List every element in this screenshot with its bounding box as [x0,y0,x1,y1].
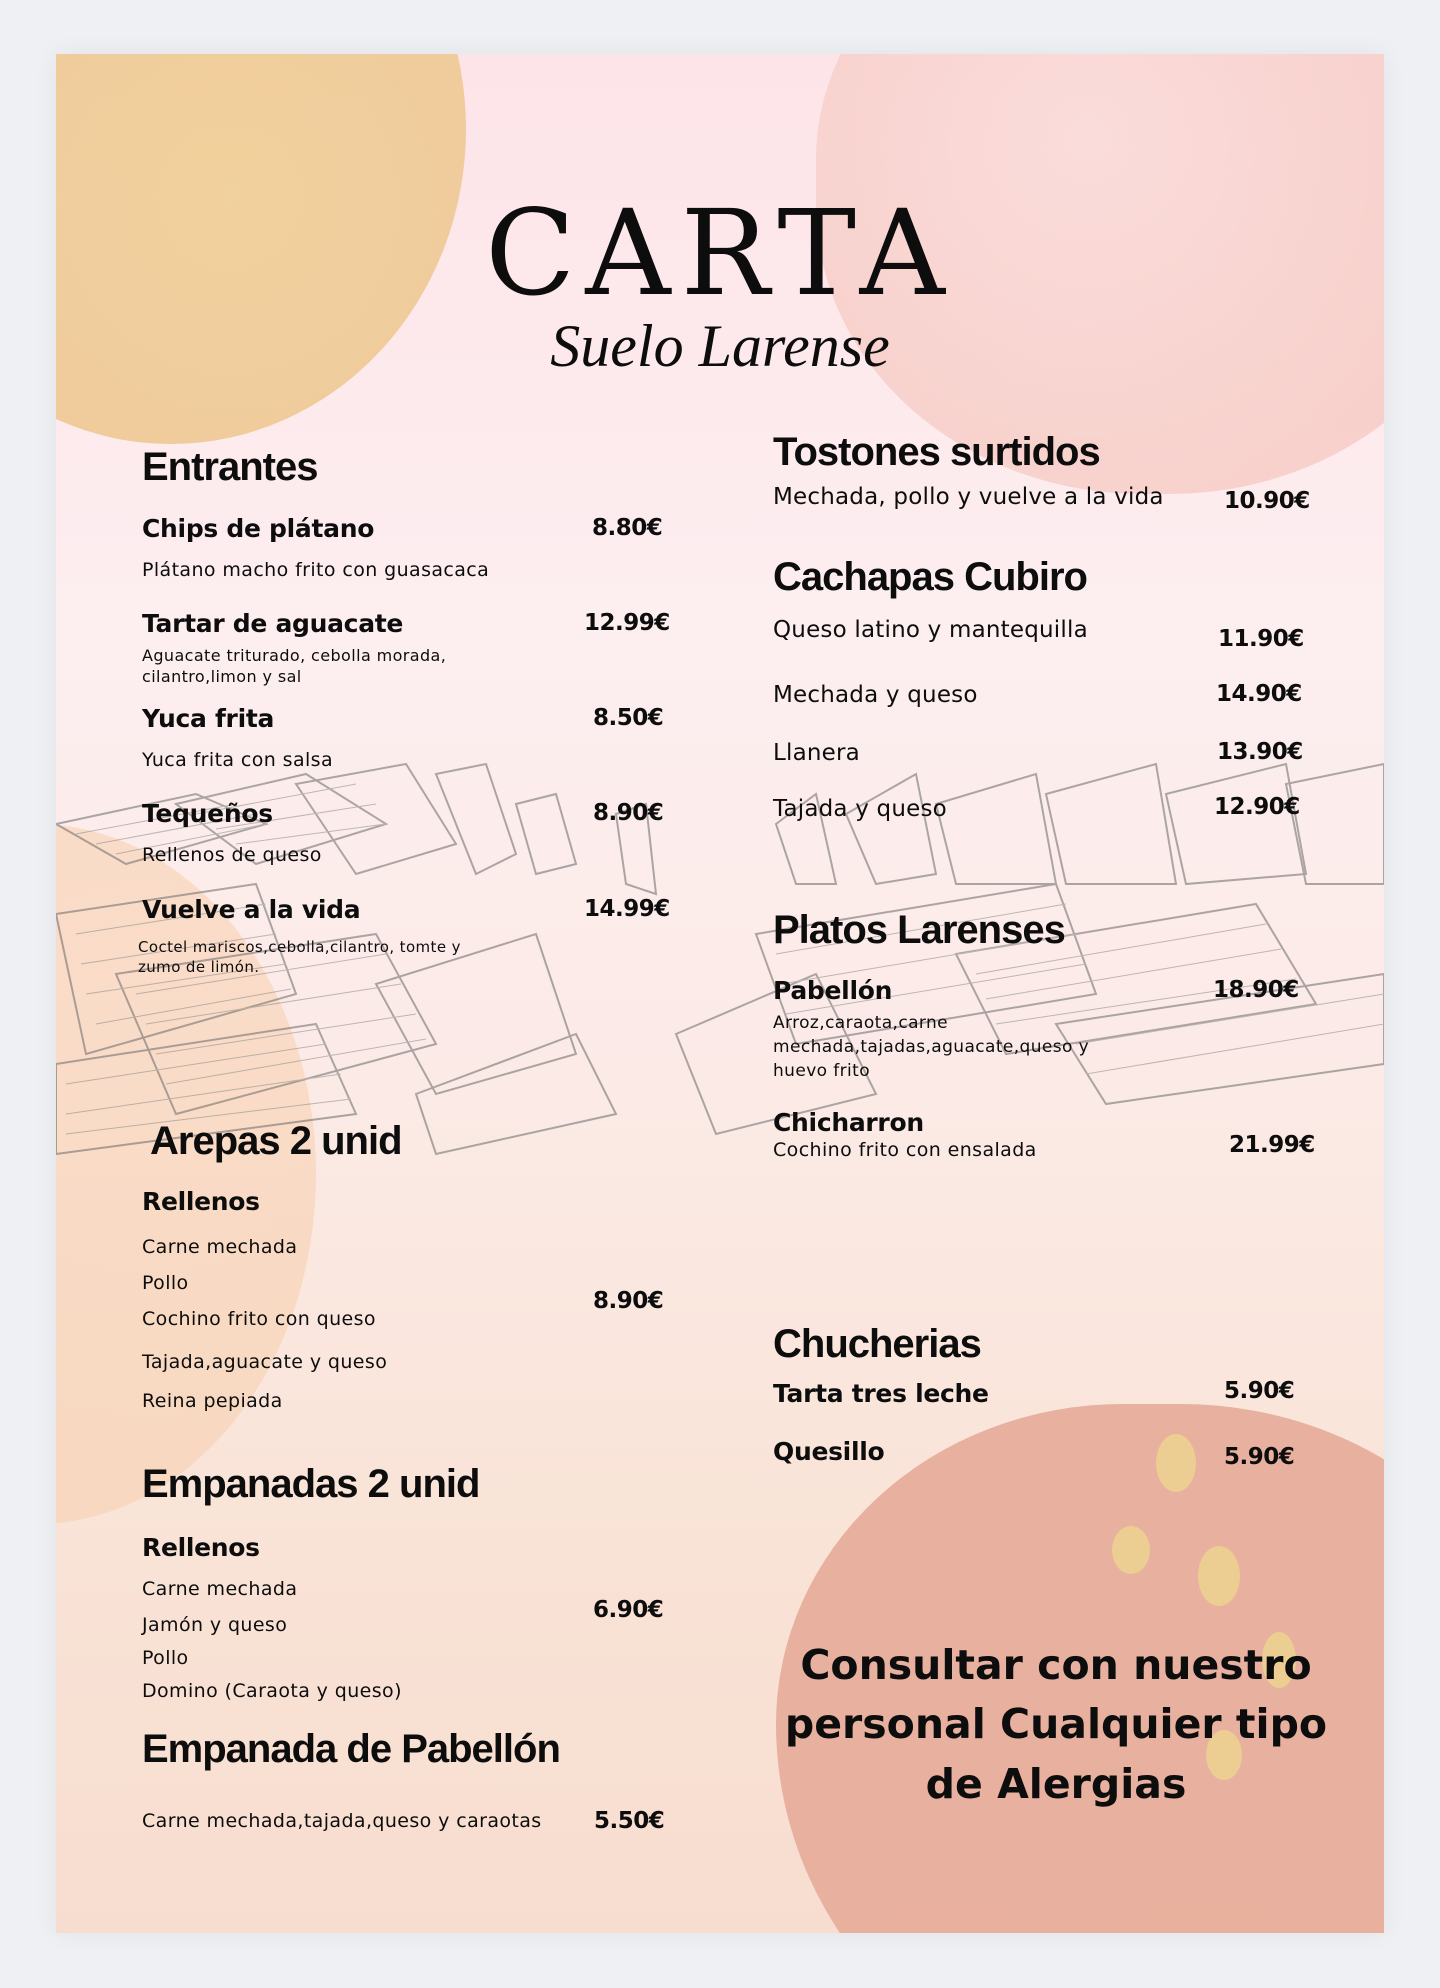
menu-item-price: 6.90€ [593,1597,664,1623]
decorative-dot [1198,1546,1240,1606]
menu-item-price: 14.99€ [584,896,670,922]
menu-item-price: 14.90€ [1216,681,1302,707]
menu-item-price: 12.99€ [584,610,670,636]
restaurant-name: Suelo Larense [550,313,890,379]
menu-item-description: Aguacate triturado, cebolla morada, cilantro,limon y sal [142,646,447,686]
filling-item: Domino (Caraota y queso) [142,1680,402,1702]
section-heading-chucherias: Chucherias [773,1322,981,1366]
decorative-dot [1112,1526,1150,1574]
menu-item-price: 8.50€ [593,705,664,731]
menu-item-description: Mechada, pollo y vuelve a la vida [773,484,1164,510]
section-heading-arepas: Arepas 2 unid [150,1119,402,1163]
menu-item-name: Pabellón [773,976,893,1005]
menu-item-description: Cochino frito con ensalada [773,1139,1037,1161]
menu-item-price: 10.90€ [1224,488,1310,514]
decorative-dot [1156,1434,1196,1492]
filling-item: Reina pepiada [142,1390,283,1412]
menu-item-description: Carne mechada,tajada,queso y caraotas [142,1810,542,1832]
menu-item-name: Yuca frita [142,704,275,733]
menu-item-price: 13.90€ [1217,739,1303,765]
section-heading-entrantes: Entrantes [142,445,318,489]
filling-item: Jamón y queso [142,1614,288,1636]
menu-item-name: Llanera [773,740,860,766]
menu-item-price: 8.90€ [593,800,664,826]
menu-item-name: Chips de plátano [142,514,375,543]
menu-item-price: 5.90€ [1224,1444,1295,1470]
menu-item-description: Coctel mariscos,cebolla,cilantro, tomte y zumo de limón. [138,938,461,976]
filling-item: Carne mechada [142,1236,298,1258]
menu-item-price: 12.90€ [1214,794,1300,820]
menu-item-name: Tequeños [142,799,273,828]
menu-item-name: Tarta tres leche [773,1379,989,1408]
section-heading-platos-larenses: Platos Larenses [773,908,1065,952]
menu-item-price: 11.90€ [1218,626,1304,652]
menu-item-name: Vuelve a la vida [142,895,361,924]
section-heading-cachapas: Cachapas Cubiro [773,555,1087,599]
menu-item-price: 5.90€ [1224,1378,1295,1404]
filling-item: Carne mechada [142,1578,298,1600]
menu-item-description: Rellenos de queso [142,844,322,866]
section-heading-empanadas: Empanadas 2 unid [142,1462,480,1506]
menu-title: CARTA [485,184,955,322]
menu-page [56,54,1384,1933]
section-heading-tostones: Tostones surtidos [773,430,1100,474]
menu-item-price: 8.80€ [592,515,663,541]
menu-item-name: Mechada y queso [773,682,978,708]
menu-item-name: Chicharron [773,1108,924,1137]
menu-item-name: Quesillo [773,1437,885,1466]
menu-item-price: 8.90€ [593,1288,664,1314]
filling-item: Pollo [142,1272,189,1294]
menu-item-name: Tajada y queso [773,796,947,822]
menu-item-name: Tartar de aguacate [142,609,404,638]
menu-item-description: Yuca frita con salsa [142,749,334,771]
menu-item-name: Queso latino y mantequilla [773,617,1088,643]
section-heading-empanada-pabellon: Empanada de Pabellón [142,1727,560,1771]
allergy-notice: Consultar con nuestro personal Cualquier tipo de Alergias [784,1641,1328,1808]
menu-item-price: 5.50€ [594,1808,665,1834]
menu-item-price: 18.90€ [1213,977,1299,1003]
section-subheading-rellenos: Rellenos [142,1533,260,1562]
filling-item: Cochino frito con queso [142,1308,376,1330]
menu-item-description: Arroz,caraota,carne mechada,tajadas,aguacate,queso y huevo frito [773,1013,1090,1081]
filling-item: Pollo [142,1647,189,1669]
section-subheading-rellenos: Rellenos [142,1187,260,1216]
filling-item: Tajada,aguacate y queso [142,1351,388,1373]
menu-item-description: Plátano macho frito con guasacaca [142,559,490,581]
menu-item-price: 21.99€ [1229,1132,1315,1158]
